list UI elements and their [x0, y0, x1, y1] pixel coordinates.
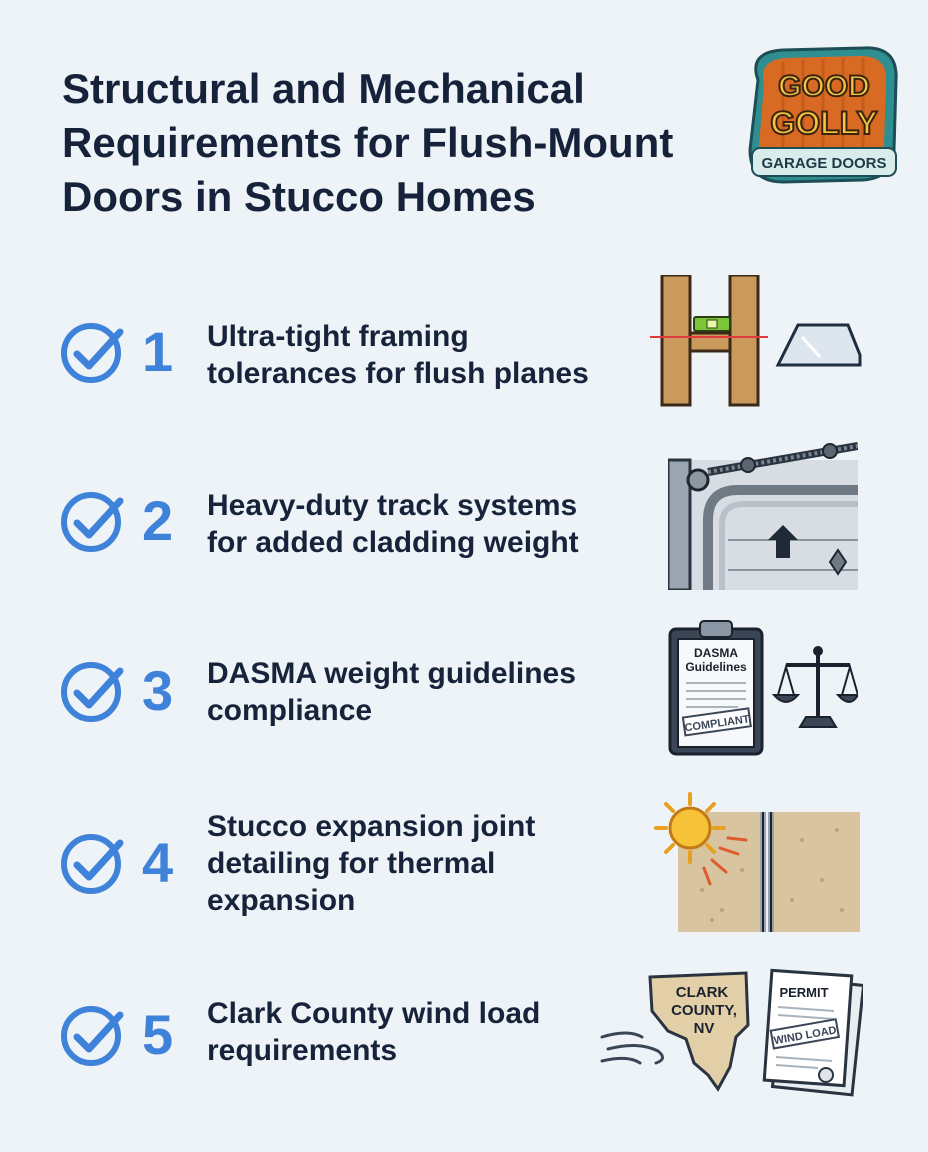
clipboard-title-line-2: Guidelines — [685, 660, 747, 674]
framing-level-icon — [650, 275, 865, 410]
item-number: 5 — [142, 1003, 174, 1066]
checkmark-icon — [60, 487, 126, 553]
logo-line-1: GOOD — [778, 70, 870, 103]
item-label-line: Heavy-duty track systems — [207, 489, 578, 522]
item-label-line: for added cladding weight — [207, 526, 579, 559]
item-label-line: expansion — [207, 884, 356, 917]
county-label-line-1: CLARK — [675, 984, 729, 1001]
item-number: 4 — [142, 831, 174, 894]
item-label — [207, 995, 627, 1069]
county-permit-icon — [598, 967, 863, 1102]
clipboard-scale-icon — [668, 617, 858, 757]
item-label-line: DASMA weight guidelines — [207, 657, 576, 690]
checkmark-icon — [60, 318, 126, 384]
compliant-stamp: COMPLIANT — [683, 713, 751, 735]
permit-title: PERMIT — [779, 985, 829, 1000]
garage-track-icon — [668, 440, 858, 590]
item-number: 3 — [142, 659, 174, 722]
sun-stucco-joint-icon — [652, 790, 862, 935]
title-line-2: Requirements for Flush-Mount — [62, 119, 674, 166]
checkmark-icon — [60, 657, 126, 723]
item-label-line: Ultra-tight framing — [207, 320, 469, 353]
list-item-3 — [0, 625, 928, 755]
logo-tagline: GARAGE DOORS — [761, 155, 887, 172]
item-label-line: compliance — [207, 694, 373, 727]
logo-line-2: GOLLY — [770, 105, 878, 141]
page-title — [62, 62, 742, 224]
item-label-line: Clark County wind load — [207, 997, 541, 1030]
item-label-line: Stucco expansion joint — [207, 810, 536, 843]
item-number: 2 — [142, 489, 174, 552]
item-label — [207, 318, 627, 392]
item-label-line: requirements — [207, 1034, 398, 1067]
item-number: 1 — [142, 320, 174, 383]
county-label-line-3: NV — [693, 1020, 715, 1037]
item-label — [207, 655, 627, 729]
list-item-1 — [0, 280, 928, 410]
checkmark-icon — [60, 829, 126, 895]
item-label — [207, 808, 627, 919]
list-item-4 — [0, 805, 928, 935]
list-item-5 — [0, 975, 928, 1105]
item-label-line: tolerances for flush planes — [207, 357, 589, 390]
good-golly-logo — [738, 40, 906, 190]
clipboard-title-line-1: DASMA — [694, 646, 738, 660]
list-item-2 — [0, 455, 928, 585]
wind-load-stamp: WIND LOAD — [772, 1024, 838, 1048]
item-label — [207, 487, 627, 561]
checkmark-icon — [60, 1001, 126, 1067]
county-label-line-2: COUNTY, — [671, 1002, 737, 1019]
title-line-3: Doors in Stucco Homes — [62, 173, 536, 220]
item-label-line: detailing for thermal — [207, 847, 496, 880]
title-line-1: Structural and Mechanical — [62, 65, 585, 112]
